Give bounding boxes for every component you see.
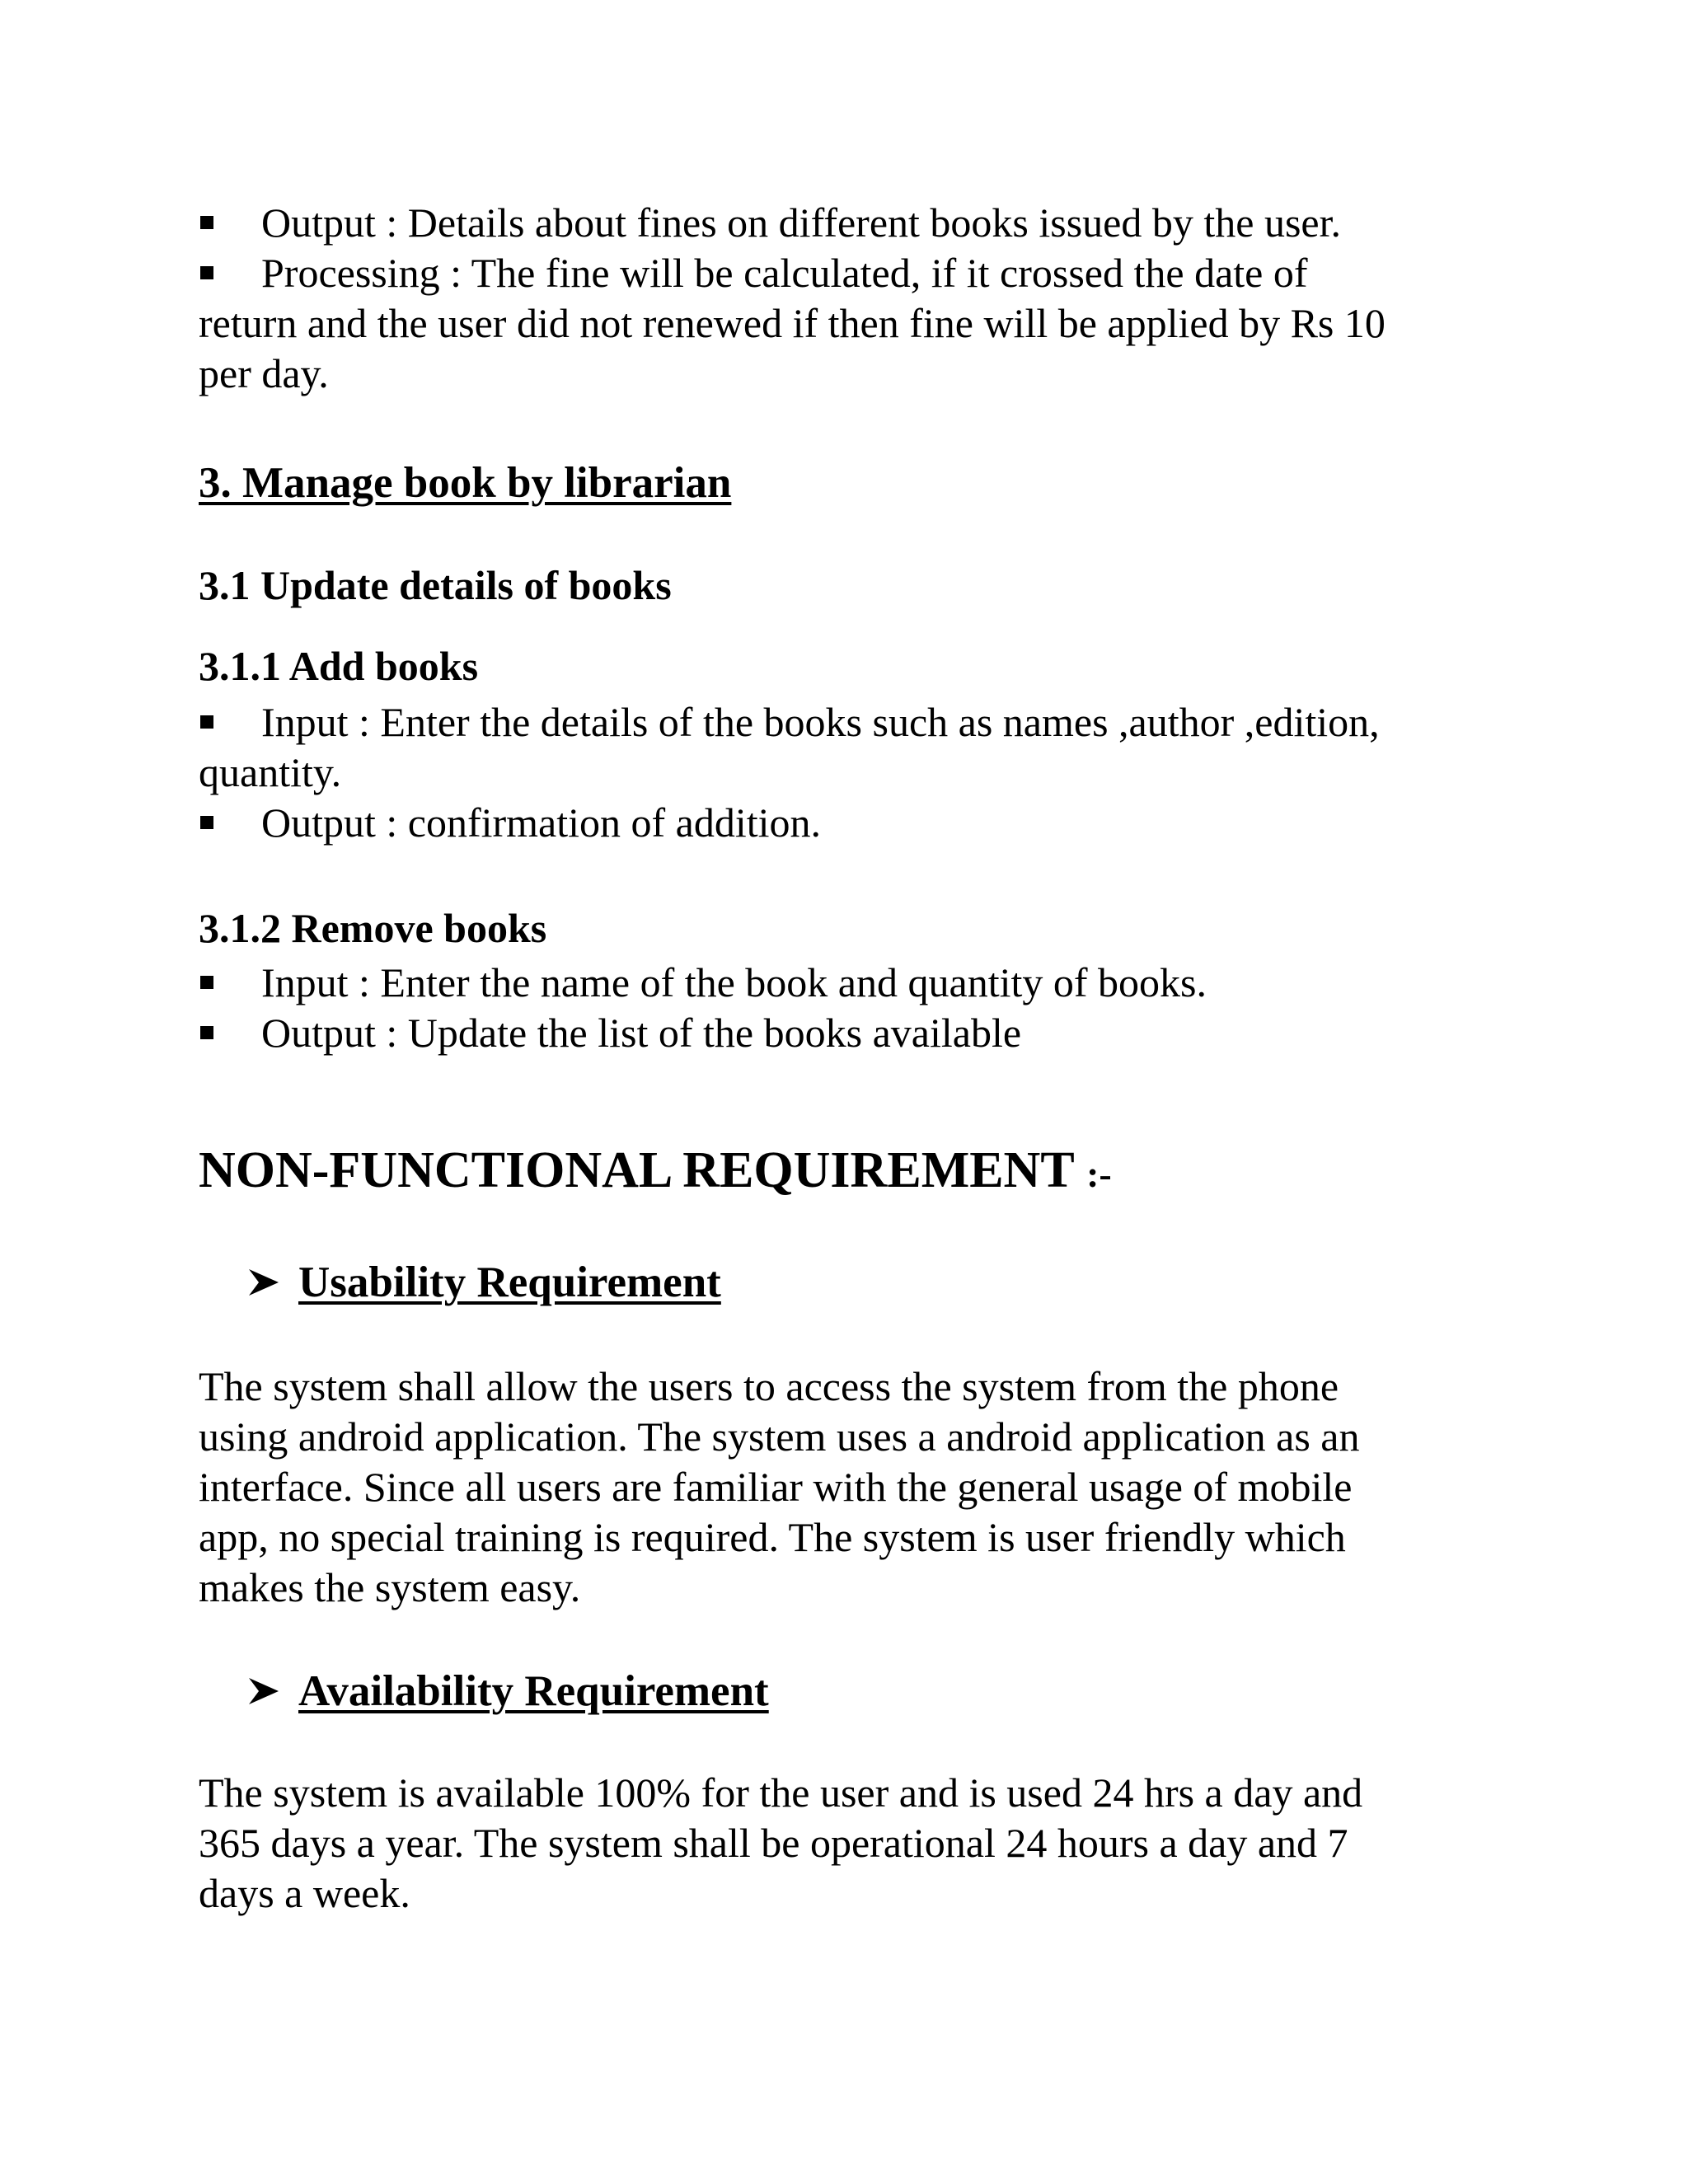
list-item — [199, 958, 1501, 1008]
paragraph-line: interface. Since all users are familiar with the general usage of mobile — [199, 1464, 1353, 1510]
square-bullet-icon — [200, 715, 213, 729]
list-item-continuation: quantity. — [199, 749, 342, 795]
list-item-text: Output : Update the list of the books available — [261, 1010, 1022, 1056]
list-item-continuation: per day. — [199, 350, 329, 396]
square-bullet-icon — [200, 976, 213, 989]
paragraph-line: makes the system easy. — [199, 1564, 581, 1610]
paragraph-line: app, no special training is required. The system is user friendly which — [199, 1514, 1346, 1560]
paragraph-line: 365 days a year. The system shall be operational 24 hours a day and 7 — [199, 1820, 1348, 1866]
list-item — [199, 248, 1501, 298]
subsection-heading: 3.1 Update details of books — [199, 562, 672, 608]
remove-books-list — [199, 958, 1501, 1058]
availability-paragraph — [199, 1768, 1484, 1919]
list-item-text: Input : Enter the details of the books such as names ,author ,edition, — [261, 699, 1380, 745]
list-item-text: Input : Enter the name of the book and quantity of books. — [261, 959, 1207, 1005]
add-books-list — [199, 697, 1501, 848]
availability-heading-label: Availability Requirement — [298, 1667, 769, 1715]
square-bullet-icon — [200, 216, 213, 229]
list-item — [199, 198, 1501, 248]
paragraph-line: The system shall allow the users to access the system from the phone — [199, 1363, 1339, 1409]
list-item-text: Output : confirmation of addition. — [261, 799, 822, 846]
subsubsection-heading: 3.1.1 Add books — [199, 643, 479, 689]
fine-details-block — [199, 198, 1501, 399]
usability-heading — [247, 1256, 721, 1309]
section-heading: 3. Manage book by librarian — [199, 459, 732, 507]
square-bullet-icon — [200, 1026, 213, 1039]
arrow-bullet-icon — [247, 1268, 284, 1297]
availability-heading — [247, 1665, 769, 1718]
nonfunctional-title-suffix: :- — [1086, 1153, 1112, 1195]
usability-paragraph — [199, 1361, 1484, 1613]
list-item-continuation: return and the user did not renewed if then fine will be applied by Rs 10 — [199, 300, 1386, 346]
list-item — [199, 798, 1501, 848]
list-item-text: Output : Details about fines on different books issued by the user. — [261, 199, 1341, 246]
usability-heading-label: Usability Requirement — [298, 1258, 721, 1306]
subsubsection-heading: 3.1.2 Remove books — [199, 905, 547, 951]
paragraph-line: using android application. The system uses a android application as an — [199, 1413, 1360, 1460]
nonfunctional-heading — [199, 1141, 1112, 1204]
list-item — [199, 1008, 1501, 1058]
paragraph-line: days a week. — [199, 1870, 410, 1916]
list-item — [199, 697, 1501, 748]
list-item-text: Processing : The fine will be calculated, if it crossed the date of — [261, 250, 1308, 296]
square-bullet-icon — [200, 266, 213, 279]
paragraph-line: The system is available 100% for the user and is used 24 hrs a day and — [199, 1769, 1363, 1816]
square-bullet-icon — [200, 816, 213, 829]
nonfunctional-title: NON-FUNCTIONAL REQUIREMENT — [199, 1142, 1074, 1198]
arrow-bullet-icon — [247, 1676, 284, 1706]
